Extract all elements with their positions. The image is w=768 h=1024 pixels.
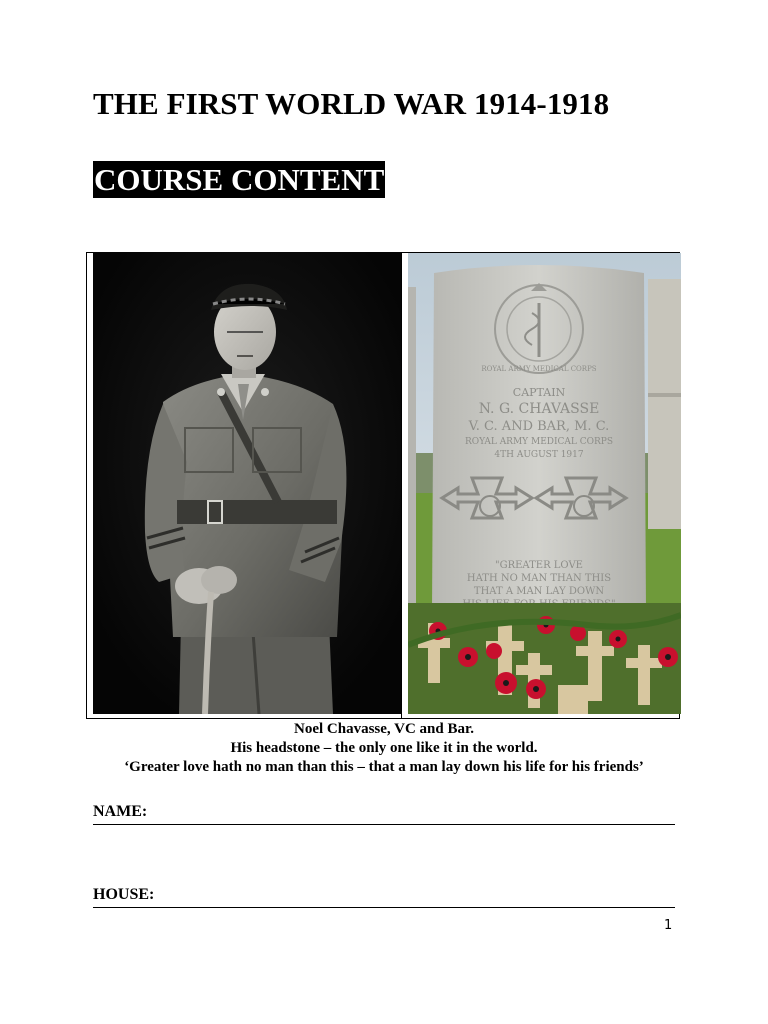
caption-line-2: His headstone – the only one like it in the world. bbox=[230, 740, 538, 756]
portrait-photo bbox=[93, 252, 401, 714]
document-subtitle: COURSE CONTENT bbox=[94, 162, 385, 197]
name-label: NAME: bbox=[93, 803, 148, 820]
epitaph-line: HATH NO MAN THAN THIS bbox=[466, 573, 612, 584]
headstone-photo bbox=[408, 253, 681, 714]
epitaph-line: THAT A MAN LAY DOWN bbox=[473, 586, 605, 597]
inscription-line: CAPTAIN bbox=[512, 386, 566, 399]
inscription-line: V. C. AND BAR, M. C. bbox=[468, 419, 610, 434]
inscription-line: N. G. CHAVASSE bbox=[478, 401, 600, 417]
name-field-line[interactable] bbox=[93, 824, 675, 825]
page-number: 1 bbox=[664, 918, 673, 933]
document-title: THE FIRST WORLD WAR 1914-1918 bbox=[93, 86, 610, 121]
caption-line-1: Noel Chavasse, VC and Bar. bbox=[293, 721, 475, 737]
inscription-line: 4TH AUGUST 1917 bbox=[494, 450, 584, 460]
epitaph-line: "GREATER LOVE bbox=[495, 560, 583, 571]
house-label: HOUSE: bbox=[93, 886, 155, 903]
caption-line-3: ‘Greater love hath no man than this – that a man lay down his life for his friends’ bbox=[124, 759, 644, 775]
inscription-line: ROYAL ARMY MEDICAL CORPS bbox=[464, 437, 614, 447]
house-field-line[interactable] bbox=[93, 907, 675, 908]
badge-text: ROYAL ARMY MEDICAL CORPS bbox=[481, 365, 597, 373]
photo-table-divider bbox=[401, 252, 402, 719]
